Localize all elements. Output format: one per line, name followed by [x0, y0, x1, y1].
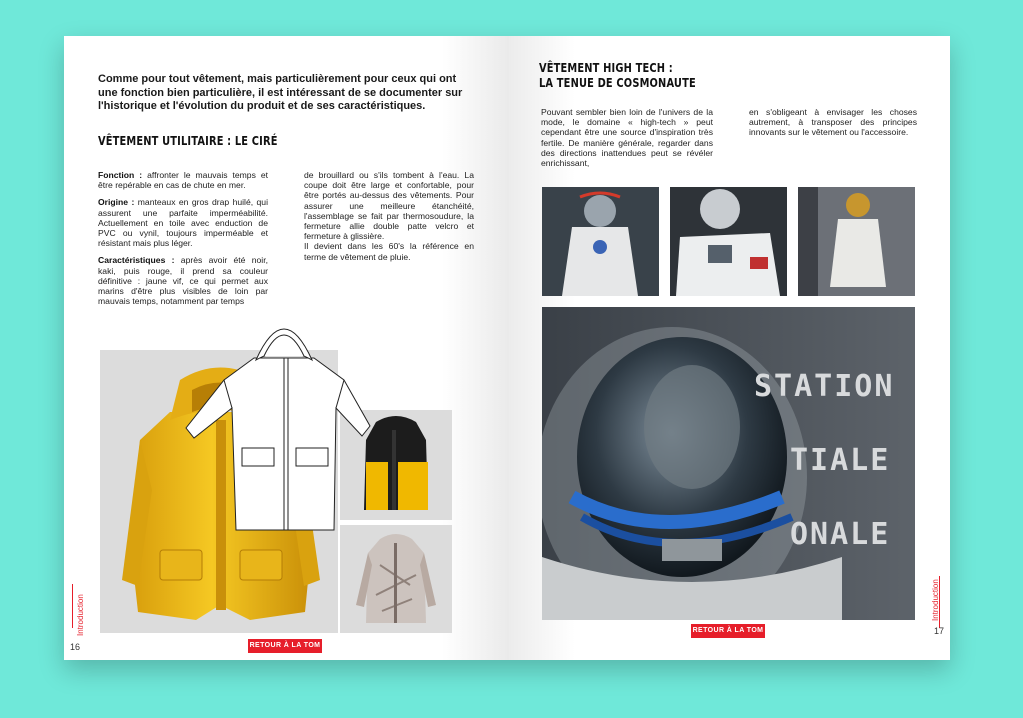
side-label-introduction-left: Introduction [76, 594, 85, 636]
transparent-jacket-photo [340, 525, 452, 633]
section-title-line1: VÊTEMENT HIGH TECH : [539, 61, 673, 75]
magazine-spread [64, 36, 950, 660]
photo-wall-lettering [754, 367, 895, 555]
origine-paragraph: Origine : manteaux en gros drap huilé, qui assurent une parfaite imperméabilité. Actuellement en toile avec enduction de PVC ou vynil, toujours imperméable et résistant mais plus léger. [98, 197, 268, 249]
wall-text-line-2: TIALE [790, 443, 891, 478]
col2-paragraph-1: de brouillard ou s'ils tombent à l'eau. La coupe doit être large et confortable, pour être portés au-dessus des vêtements. Pour assurer une meilleure étanchéité, l'assemblage se fait par thermosoudure, la fermeture allie double patte velcro et fermeture à glissière. [304, 170, 474, 242]
spacesuit-photo-2 [670, 187, 787, 296]
right-column-2: en s'obligeant à envisager les choses autrement, à transposer des principes innovants sur le vêtement ou l'accessoire. [749, 107, 917, 138]
caracteristiques-paragraph: Caractéristiques : après avoir été noir, kaki, puis rouge, il prend sa couleur définitive : jaune vif, ce qui permet aux marins d'être plus visibles de loin par mauvais temps, notamment par temps [98, 255, 268, 307]
side-label-introduction-right: Introduction [931, 579, 940, 621]
left-column-2 [304, 170, 474, 269]
section-title-cosmonaute [539, 61, 696, 91]
raincoat-technical-drawing [184, 298, 374, 534]
fonction-paragraph: Fonction : affronter le mauvais temps et être repérable en cas de chute en mer. [98, 170, 269, 191]
cosmonaut-main-photo [542, 307, 915, 620]
spacesuit-photo-3 [798, 187, 915, 296]
col2-paragraph-2: Il devient dans les 60's la référence en terme de vêtement de pluie. [304, 241, 474, 262]
page-number-left: 16 [70, 642, 81, 652]
wall-text-line-3: ONALE [790, 517, 891, 552]
left-page [64, 36, 509, 660]
retour-tom-button-left[interactable]: RETOUR À LA TOM [248, 639, 322, 653]
spacesuit-photo-1 [542, 187, 659, 296]
intro-paragraph: Comme pour tout vêtement, mais particulièrement pour ceux qui ont une fonction bien particulière, il est intéressant de se documenter sur l'historique et l'évolution du produit et de ses caractéristiques. [98, 73, 463, 112]
page-number-right: 17 [934, 626, 945, 636]
right-column-1: Pouvant sembler bien loin de l'univers de la mode, le domaine « high-tech » peut cependant être une source d'inspiration très fertile. De manière générale, regarder dans des directions inattendues peut se révéler enrichissant, [541, 107, 713, 169]
wall-text-line-1: STATION [754, 369, 895, 404]
right-page [509, 36, 950, 660]
side-rule-left [72, 584, 73, 628]
section-title-cire: VÊTEMENT UTILITAIRE : LE CIRÉ [98, 134, 278, 148]
retour-tom-button-right[interactable]: RETOUR À LA TOM [691, 624, 765, 638]
left-column-1 [98, 170, 268, 313]
section-title-line2: LA TENUE DE COSMONAUTE [539, 76, 696, 90]
